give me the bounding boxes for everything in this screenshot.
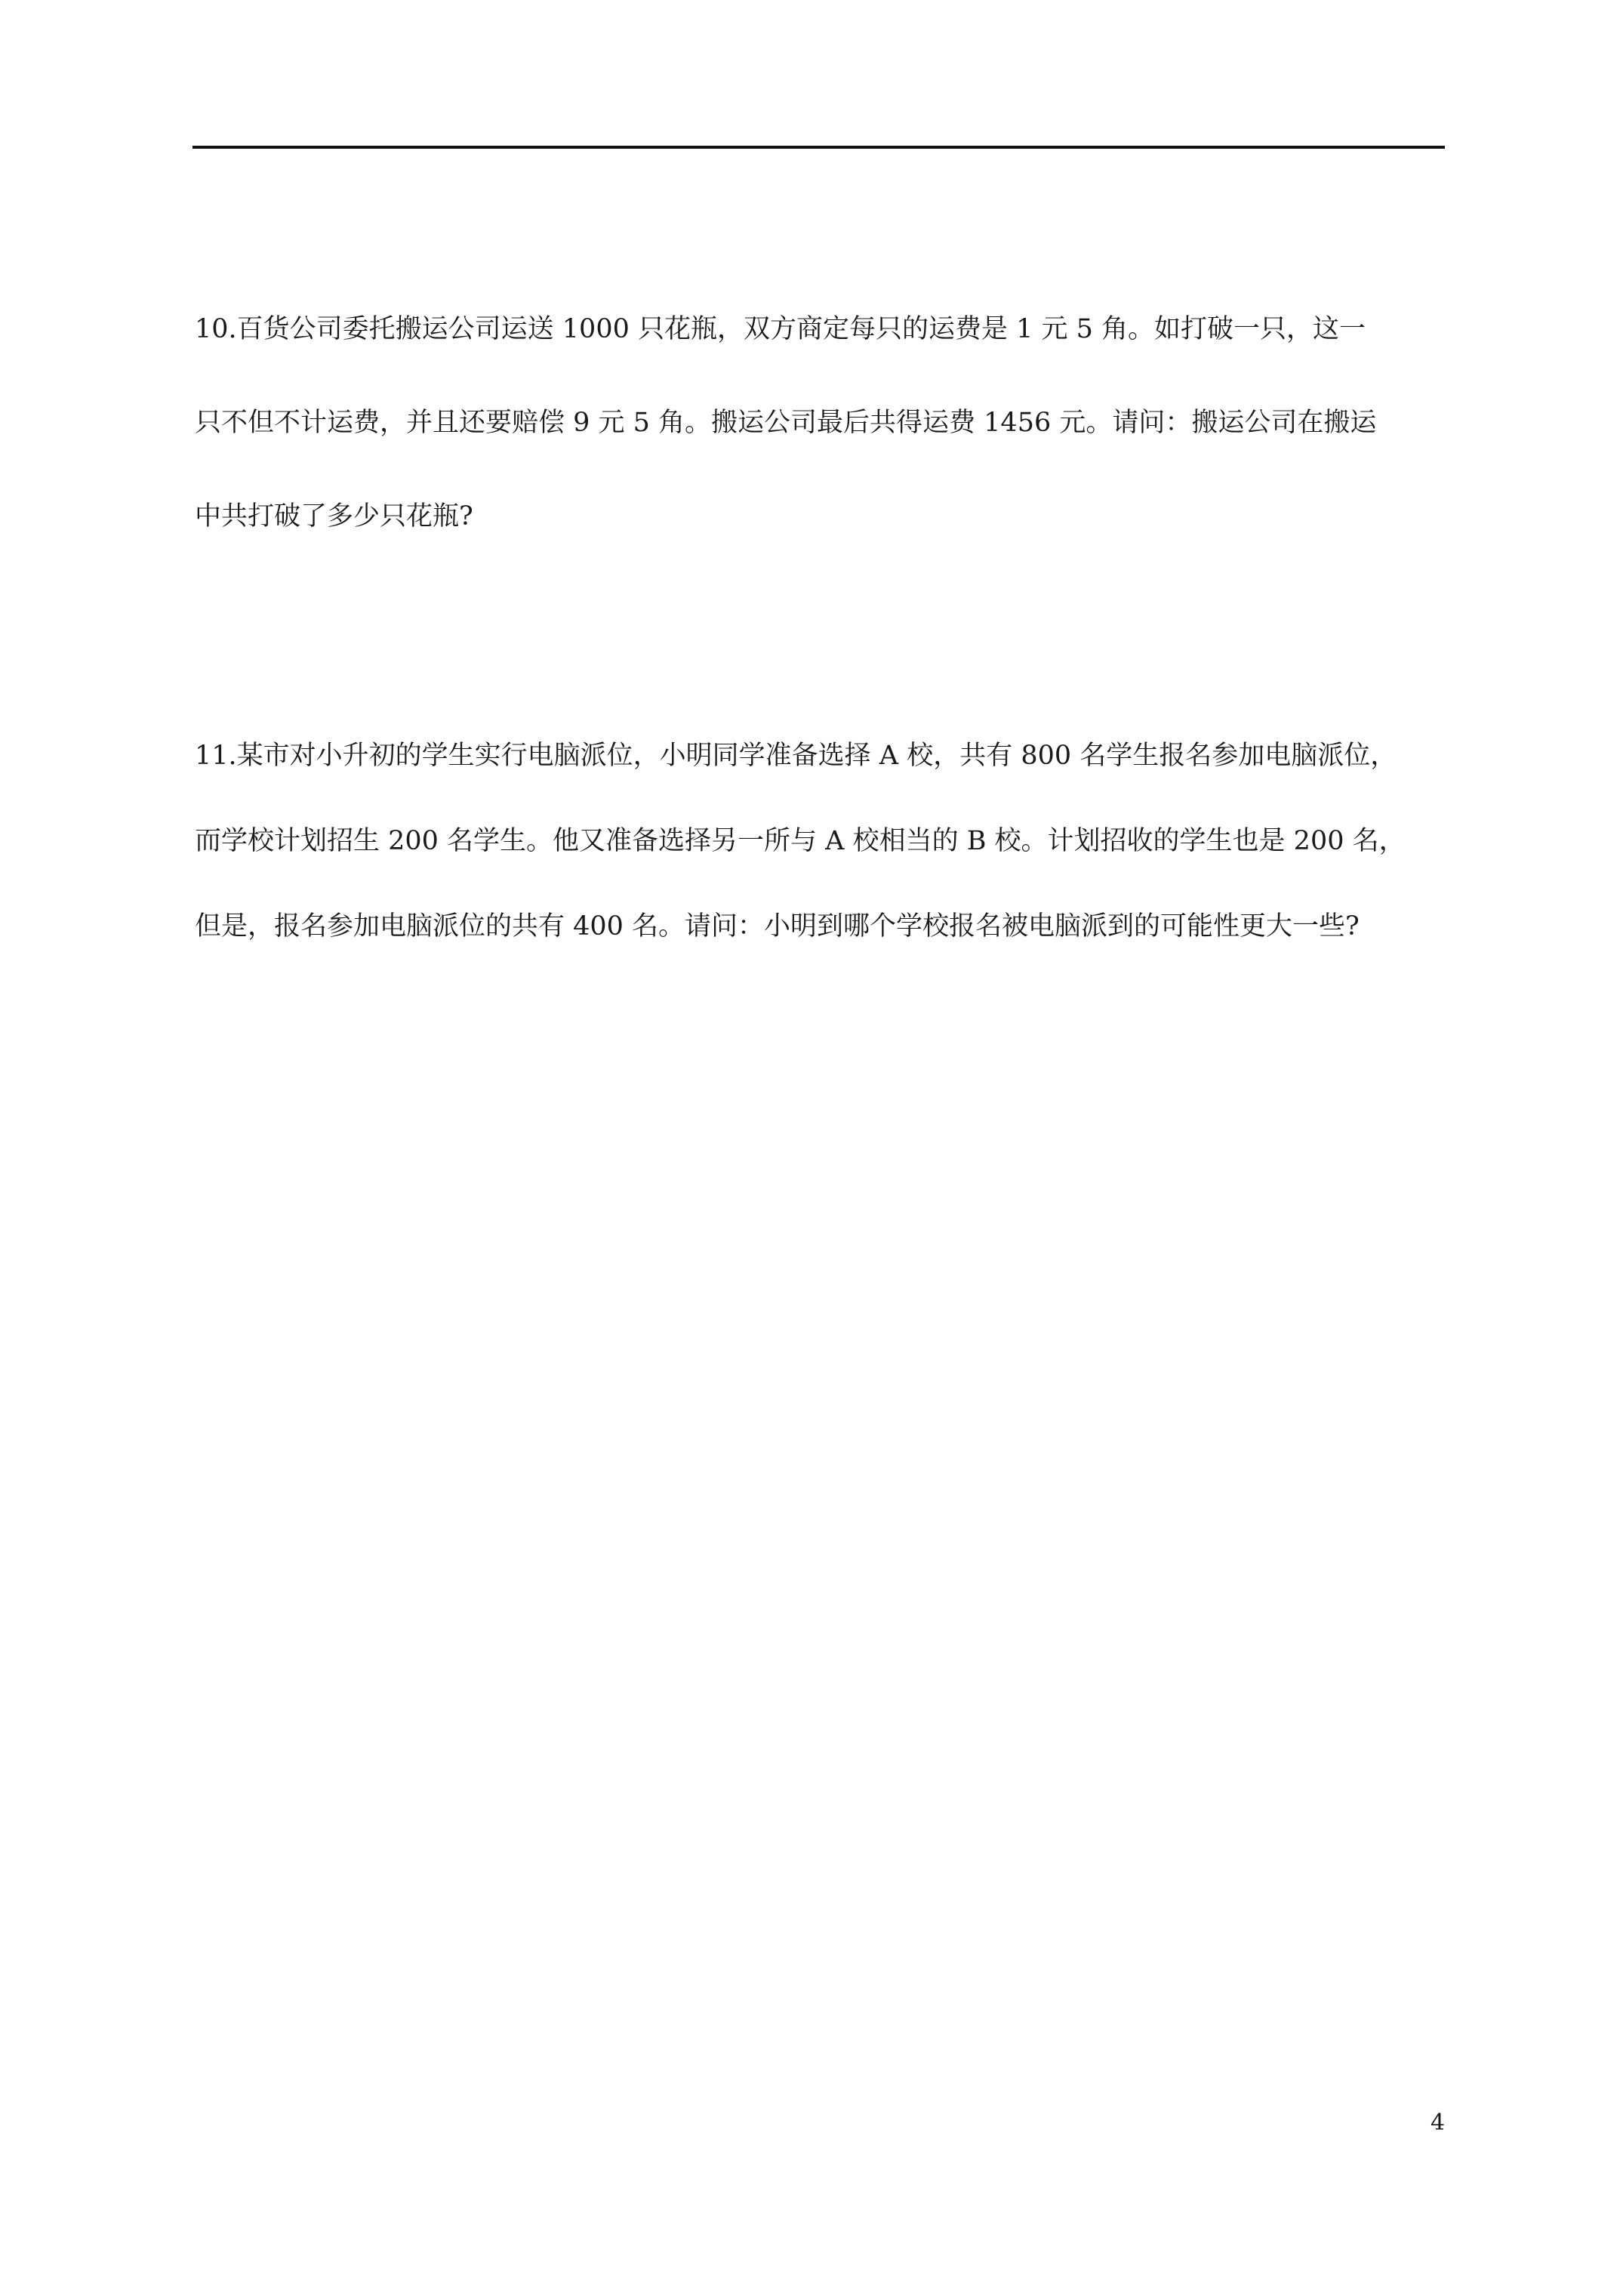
question-11-line-1: 11.某市对小升初的学生实行电脑派位，小明同学准备选择 A 校，共有 800 名学生报名参加电脑派位， — [195, 741, 1397, 771]
question-10-line-2: 只不但不计运费，并且还要赔偿 9 元 5 角。搬运公司最后共得运费 1456 元。请问：搬运公司在搬运 — [195, 408, 1377, 438]
page-number: 4 — [1431, 2110, 1446, 2136]
question-10-line-3: 中共打破了多少只花瓶? — [195, 501, 473, 532]
question-11 — [195, 732, 1445, 988]
question-10 — [195, 306, 1445, 587]
question-10-line-1: 10.百货公司委托搬运公司运送 1000 只花瓶，双方商定每只的运费是 1 元 5 角。如打破一只，这一 — [195, 314, 1366, 344]
question-11-line-2: 而学校计划招生 200 名学生。他又准备选择另一所与 A 校相当的 B 校。计划招收的学生也是 200 名， — [195, 826, 1406, 856]
question-11-line-3: 但是，报名参加电脑派位的共有 400 名。请问：小明到哪个学校报名被电脑派到的可能性更大一些? — [195, 911, 1360, 942]
header-rule — [192, 146, 1445, 149]
